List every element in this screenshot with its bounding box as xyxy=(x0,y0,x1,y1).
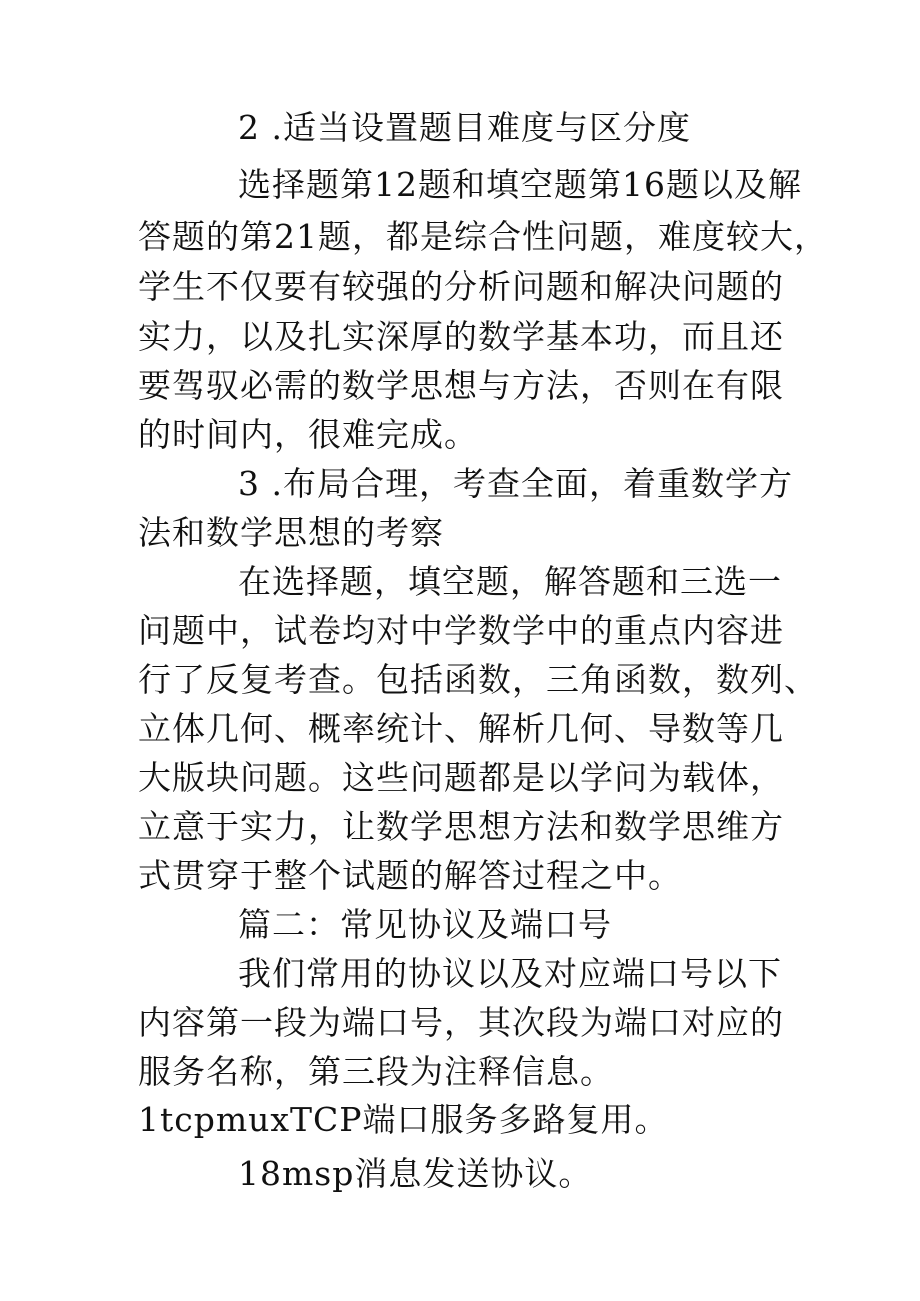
port-entry: 1tcpmuxTCP端口服务多路复用。 xyxy=(138,1100,669,1139)
paragraph-line: 内容第一段为端口号，其次段为端口对应的 xyxy=(138,1003,784,1042)
paragraph-line: 问题中，试卷均对中学数学中的重点内容进 xyxy=(138,611,784,650)
paragraph-line: 在选择题，填空题，解答题和三选一 xyxy=(238,562,782,601)
paragraph-line: 要驾驭必需的数学思想与方法，否则在有限 xyxy=(138,366,784,405)
paragraph-line: 立意于实力，让数学思想方法和数学思维方 xyxy=(138,807,784,846)
paragraph-line: 选择题第12题和填空题第16题以及解 xyxy=(238,165,802,204)
paragraph-line: 的时间内，很难完成。 xyxy=(138,415,478,454)
port-entry: 18msp消息发送协议。 xyxy=(238,1154,593,1193)
paragraph-line: 答题的第21题，都是综合性问题，难度较大， xyxy=(138,217,828,256)
chapter-heading: 篇二：常见协议及端口号 xyxy=(238,905,612,944)
paragraph-line: 服务名称，第三段为注释信息。 xyxy=(138,1052,614,1091)
paragraph-line: 式贯穿于整个试题的解答过程之中。 xyxy=(138,856,682,895)
section-heading-3-cont: 法和数学思想的考察 xyxy=(138,513,444,552)
paragraph-line: 实力，以及扎实深厚的数学基本功，而且还 xyxy=(138,317,784,356)
paragraph-line: 立体几何、概率统计、解析几何、导数等几 xyxy=(138,709,784,748)
paragraph-line: 学生不仅要有较强的分析问题和解决问题的 xyxy=(138,267,784,306)
section-heading-2: 2 .适当设置题目难度与区分度 xyxy=(238,108,691,147)
paragraph-line: 我们常用的协议以及对应端口号以下 xyxy=(238,954,782,993)
section-heading-3: 3 .布局合理，考查全面，着重数学方 xyxy=(238,464,793,503)
paragraph-line: 大版块问题。这些问题都是以学问为载体， xyxy=(138,758,784,797)
paragraph-line: 行了反复考查。包括函数，三角函数，数列、 xyxy=(138,660,818,699)
